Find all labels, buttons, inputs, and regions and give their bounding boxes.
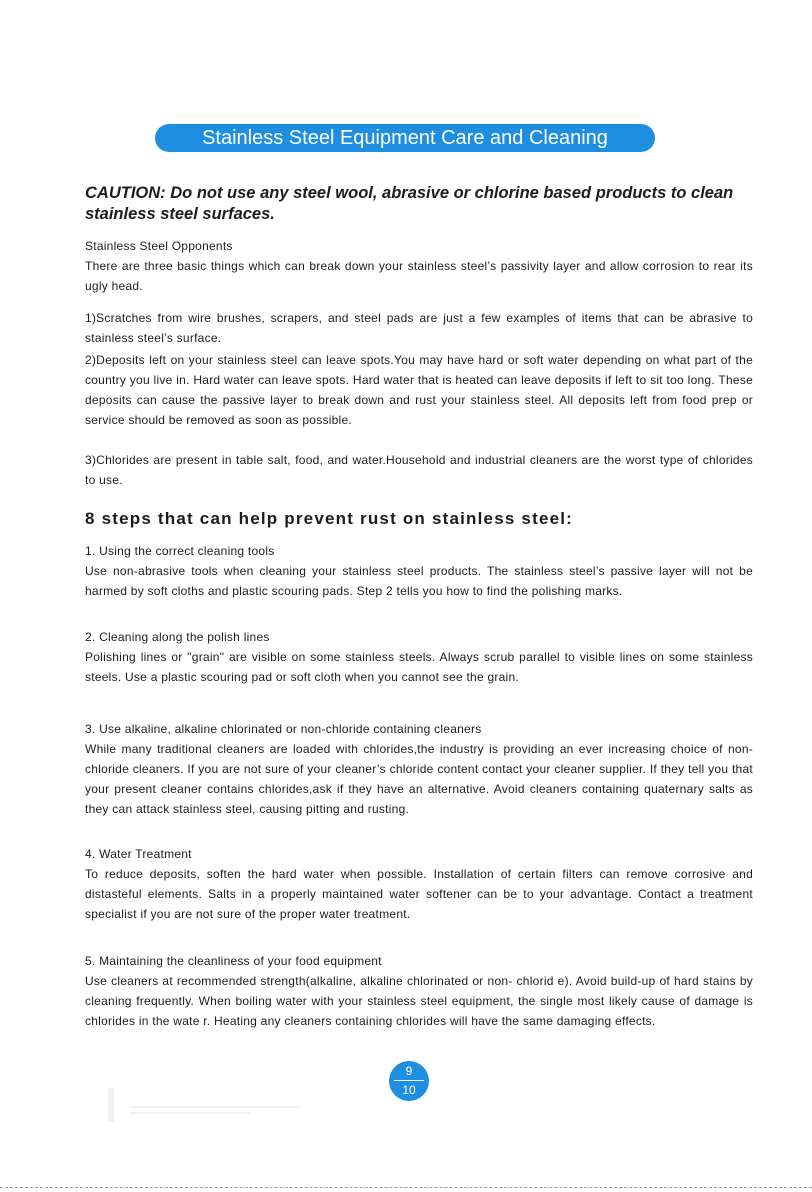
step-body: Polishing lines or "grain" are visible on some stainless steels. Always scrub parallel to visible lines on some stainless steels. Use a plastic scouring pad or soft cloth when you cannot see the grain. bbox=[85, 650, 753, 684]
faint-background-mark bbox=[108, 1082, 308, 1124]
opponent-item-chlorides bbox=[85, 450, 753, 490]
opponent-item-text: 3)Chlorides are present in table salt, food, and water.Household and industrial cleaners are the worst type of chlorides to use. bbox=[85, 453, 753, 487]
step-body: To reduce deposits, soften the hard water when possible. Installation of certain filters can remove corrosive and distasteful elements. Salts in a properly maintained water softener can be to your advantage. Contact a treatment specialist if you are not sure of the proper water treatment. bbox=[85, 867, 753, 921]
opponent-item-deposits bbox=[85, 350, 753, 430]
step-title: 4. Water Treatment bbox=[85, 847, 192, 861]
page-number-badge bbox=[389, 1061, 429, 1101]
page-number-bottom: 10 bbox=[402, 1083, 416, 1097]
opponents-heading: Stainless Steel Opponents bbox=[85, 239, 233, 253]
opponent-item-scratches bbox=[85, 308, 753, 348]
step-2 bbox=[85, 627, 753, 687]
opponent-item-text: 1)Scratches from wire brushes, scrapers, and steel pads are just a few examples of items that can be abrasive to stainless steel’s surface. bbox=[85, 311, 753, 345]
step-4 bbox=[85, 844, 753, 924]
section-title-banner bbox=[155, 124, 655, 152]
step-3 bbox=[85, 719, 753, 819]
step-body: While many traditional cleaners are loaded with chlorides,the industry is providing an ever increasing choice of non-chloride cleaners. If you are not sure of your cleaner’s chloride content contact your cleaner supplier. If they tell you that your present cleaner contains chlorides,ask if they have an alternative. Avoid cleaners containing quaternary salts as they can attack stainless steel, causing pitting and rusting. bbox=[85, 742, 753, 816]
step-title: 1. Using the correct cleaning tools bbox=[85, 544, 275, 558]
section-title: Stainless Steel Equipment Care and Cleaning bbox=[202, 127, 608, 149]
step-1 bbox=[85, 541, 753, 601]
page-bottom-border bbox=[0, 1187, 812, 1188]
step-title: 2. Cleaning along the polish lines bbox=[85, 630, 270, 644]
step-body: Use non-abrasive tools when cleaning your stainless steel products. The stainless steel’s passive layer will not be harmed by soft cloths and plastic scouring pads. Step 2 tells you how to find the polishing marks. bbox=[85, 564, 753, 598]
opponent-item-text: 2)Deposits left on your stainless steel can leave spots.You may have hard or soft water depending on what part of the country you live in. Hard water can leave spots. Hard water that is heated can leave deposits if left to sit too long. These deposits can cause the passive layer to break down and rust your stainless steel. All deposits left from food prep or service should be removed as soon as possible. bbox=[85, 353, 753, 427]
step-5 bbox=[85, 951, 753, 1031]
opponents-section bbox=[85, 236, 753, 296]
step-title: 5. Maintaining the cleanliness of your food equipment bbox=[85, 954, 382, 968]
opponents-intro: There are three basic things which can break down your stainless steel’s passivity layer and allow corrosion to rear its ugly head. bbox=[85, 259, 753, 293]
page-number-top: 9 bbox=[405, 1064, 413, 1078]
caution-notice: CAUTION: Do not use any steel wool, abrasive or chlorine based products to clean stainless steel surfaces. bbox=[85, 184, 734, 223]
step-title: 3. Use alkaline, alkaline chlorinated or non-chloride containing cleaners bbox=[85, 722, 482, 736]
step-body: Use cleaners at recommended strength(alkaline, alkaline chlorinated or non- chlorid e). Avoid build-up of hard stains by cleaning frequently. When boiling water with your stainless steel equipment, the single most likely cause of damage is chlorides in the wate r. Heating any cleaners containing chlorides will have the same damaging effects. bbox=[85, 974, 753, 1028]
steps-heading: 8 steps that can help prevent rust on stainless steel: bbox=[85, 509, 574, 528]
